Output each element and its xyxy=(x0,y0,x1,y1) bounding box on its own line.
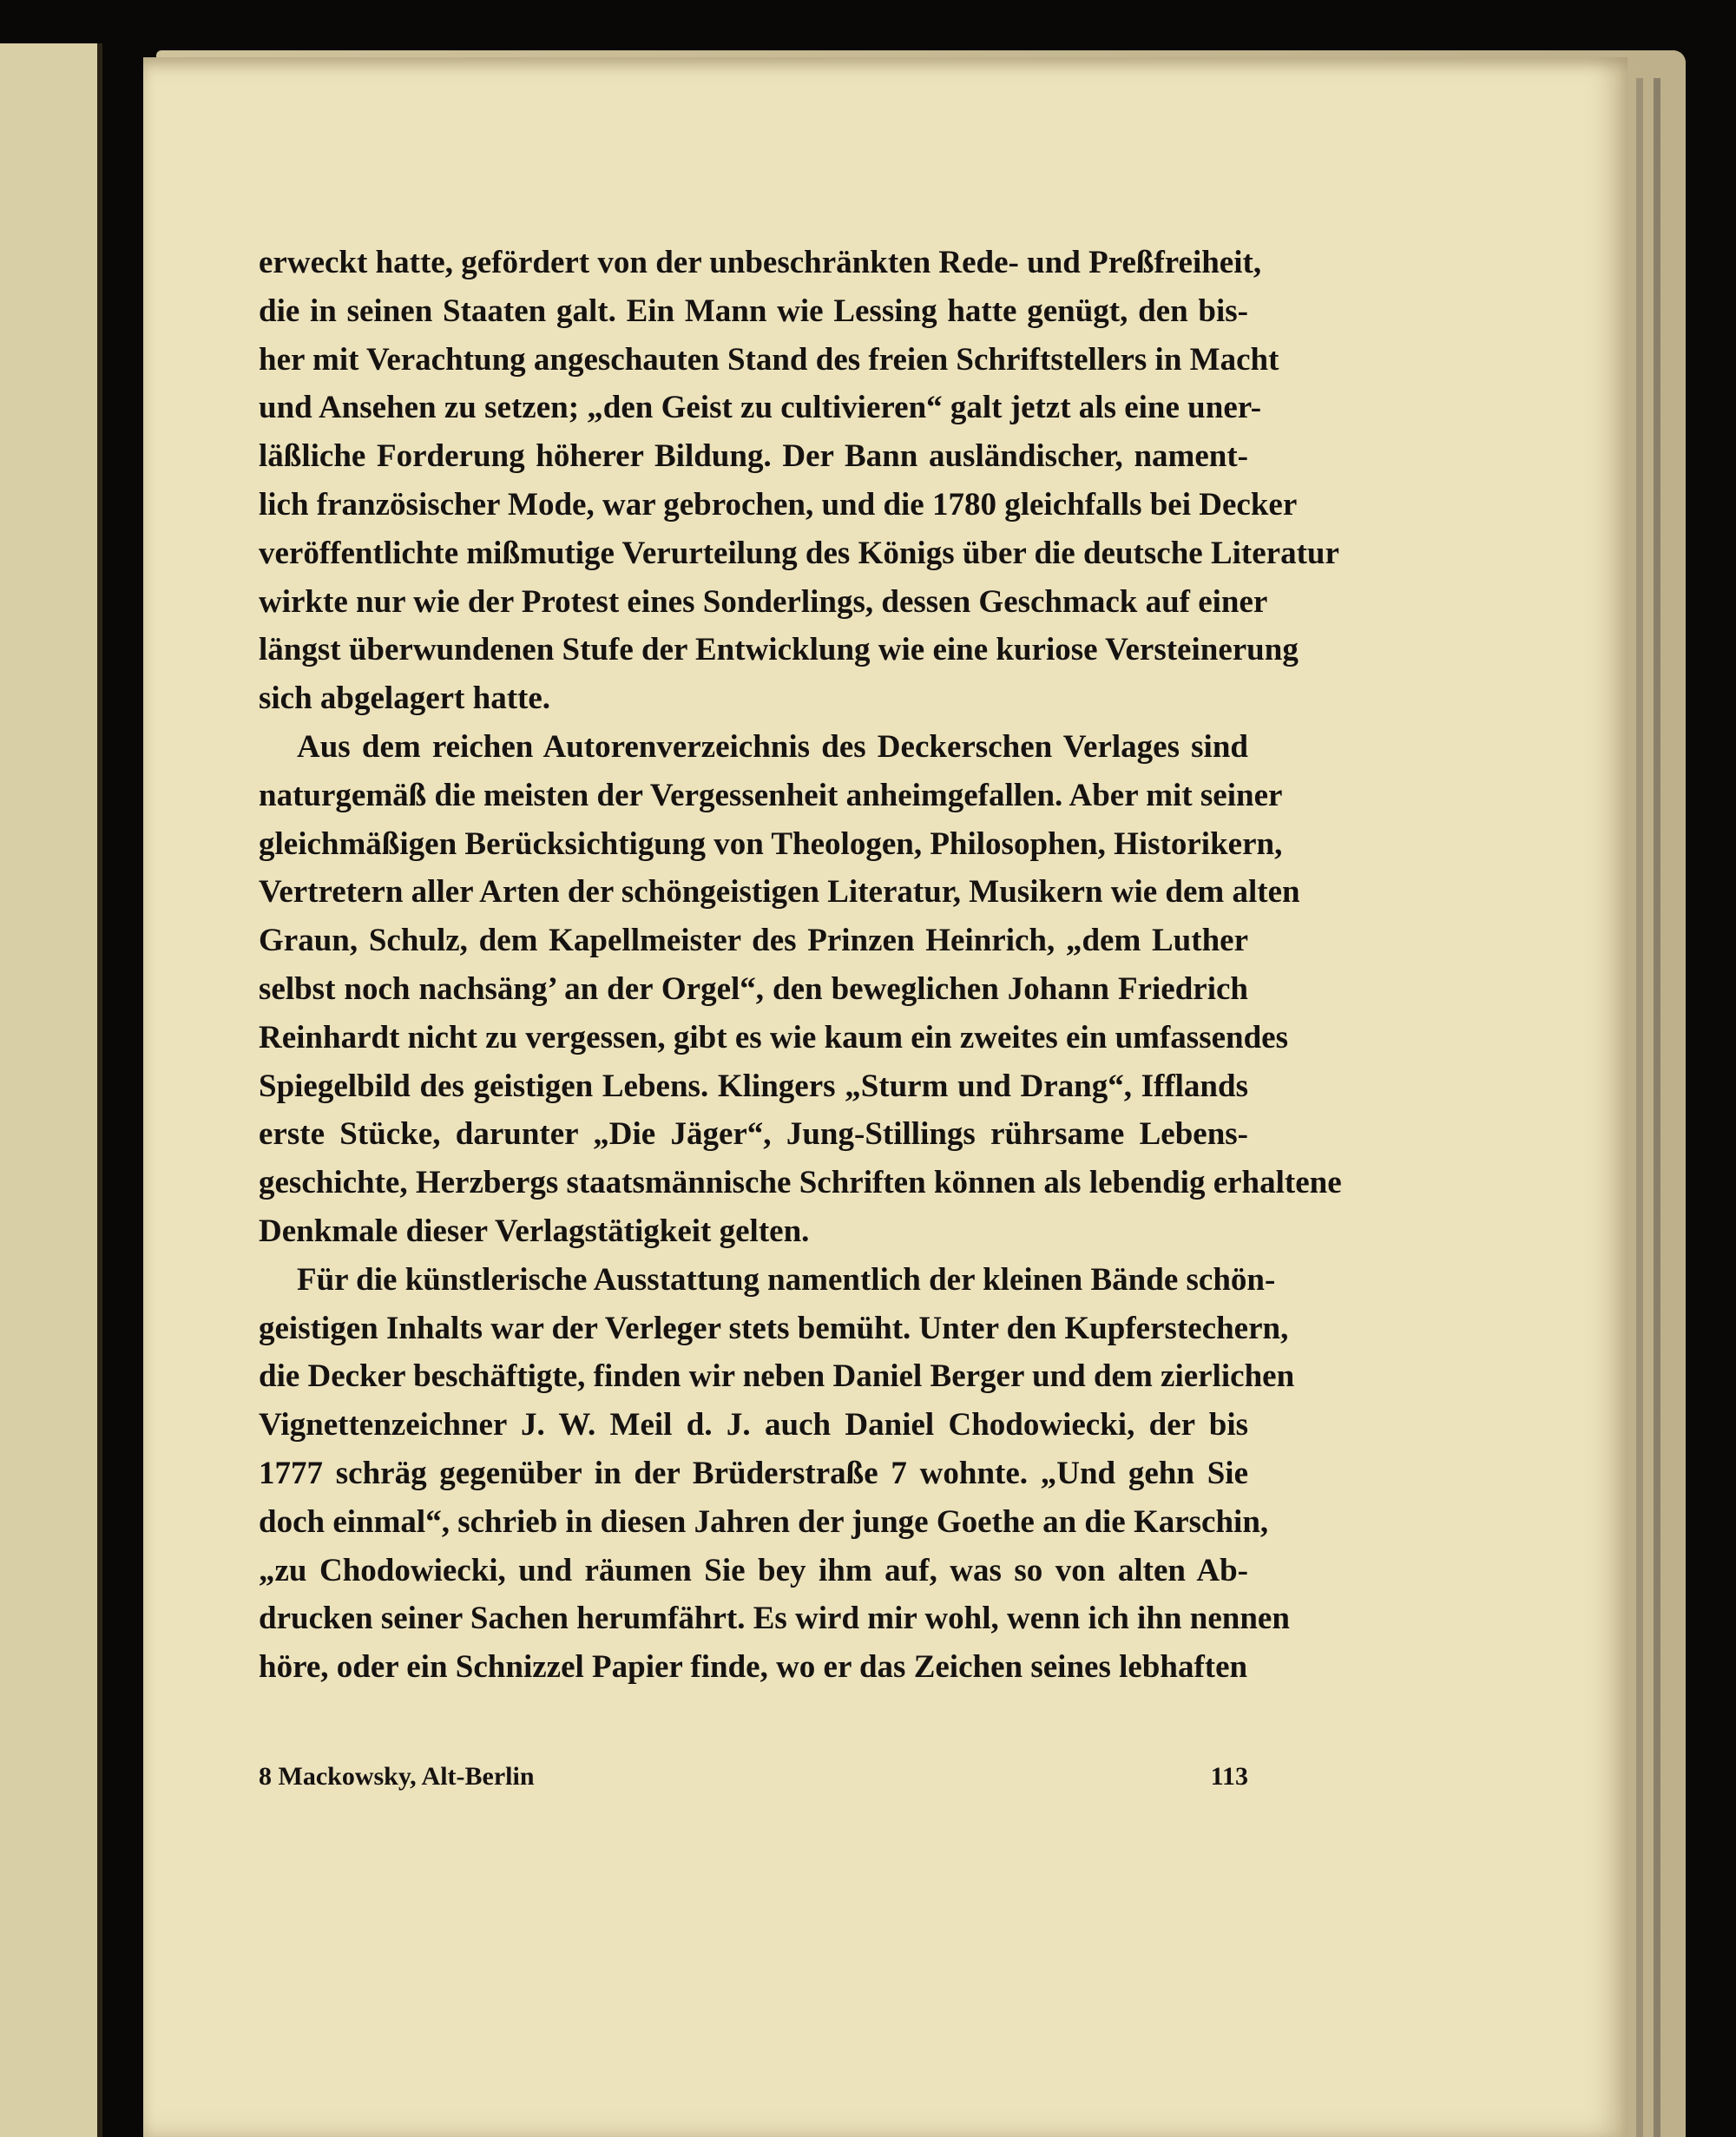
text-line: veröffentlichte mißmutige Verurteilung des Königs über die deutsche Literatur xyxy=(259,535,1339,571)
text-line: Reinhardt nicht zu vergessen, gibt es wie kaum ein zweites ein umfassendes xyxy=(259,1019,1289,1055)
text-line: Spiegelbild des geistigen Lebens. Klingers „Sturm und Drang“, Ifflands xyxy=(259,1068,1248,1104)
text-line: geschichte, Herzbergs staatsmännische Schriften können als lebendig erhaltene xyxy=(259,1165,1342,1201)
text-line: doch einmal“, schrieb in diesen Jahren der junge Goethe an die Karschin, xyxy=(259,1503,1269,1540)
text-line: läßliche Forderung höherer Bildung. Der Bann ausländischer, nament- xyxy=(259,438,1248,475)
text-line: Aus dem reichen Autorenverzeichnis des Deckerschen Verlages sind xyxy=(297,728,1248,765)
text-line: Vertretern aller Arten der schöngeistigen Literatur, Musikern wie dem alten xyxy=(259,874,1300,911)
text-line: geistigen Inhalts war der Verleger stets bemüht. Unter den Kupferstechern, xyxy=(259,1310,1289,1346)
text-line: längst überwundenen Stufe der Entwicklung wie eine kuriose Versteinerung xyxy=(259,632,1299,668)
left-page-edge xyxy=(0,43,102,2137)
text-line: Graun, Schulz, dem Kapellmeister des Prinzen Heinrich, „dem Luther xyxy=(259,923,1248,959)
text-line: höre, oder ein Schnizzel Papier finde, wo er das Zeichen seines lebhaften xyxy=(259,1649,1248,1686)
text-line: die Decker beschäftigte, finden wir neben Daniel Berger und dem zierlichen xyxy=(259,1358,1295,1395)
text-line: erste Stücke, darunter „Die Jäger“, Jung-Stillings rührsame Lebens- xyxy=(259,1116,1248,1153)
text-line: her mit Verachtung angeschauten Stand des freien Schriftstellers in Macht xyxy=(259,341,1279,378)
text-line: Vignettenzeichner J. W. Meil d. J. auch Daniel Chodowiecki, der bis xyxy=(259,1407,1248,1443)
text-line: drucken seiner Sachen herumfährt. Es wird mir wohl, wenn ich ihn nennen xyxy=(259,1601,1290,1637)
text-line: gleichmäßigen Berücksichtigung von Theologen, Philosophen, Historikern, xyxy=(259,825,1283,862)
text-line: erweckt hatte, gefördert von der unbeschränkten Rede- und Preßfreiheit, xyxy=(259,245,1262,280)
text-line: Für die künstlerische Ausstattung namentlich der kleinen Bände schön- xyxy=(297,1261,1276,1298)
text-line: Denkmale dieser Verlagstätigkeit gelten. xyxy=(259,1213,810,1249)
page-number: 113 xyxy=(1210,1762,1248,1791)
page-footer xyxy=(259,1762,1248,1792)
body-text xyxy=(259,239,1342,1692)
text-line: wirkte nur wie der Protest eines Sonderlings, dessen Geschmack auf einer xyxy=(259,583,1268,620)
signature-mark: 8 Mackowsky, Alt-Berlin xyxy=(259,1762,535,1791)
page-edge xyxy=(1636,78,1643,2137)
text-line: naturgemäß die meisten der Vergessenheit anheimgefallen. Aber mit seiner xyxy=(259,777,1283,813)
text-line: sich abgelagert hatte. xyxy=(259,681,551,717)
text-line: „zu Chodowiecki, und räumen Sie bey ihm auf, was so von alten Ab- xyxy=(259,1552,1248,1588)
text-line: und Ansehen zu setzen; „den Geist zu cultivieren“ galt jetzt als eine uner- xyxy=(259,390,1262,426)
text-line: lich französischer Mode, war gebrochen, und die 1780 gleichfalls bei Decker xyxy=(259,486,1298,523)
text-line: selbst noch nachsäng’ an der Orgel“, den beweglichen Johann Friedrich xyxy=(259,970,1248,1007)
text-line: 1777 schräg gegenüber in der Brüderstraße 7 wohnte. „Und gehn Sie xyxy=(259,1455,1248,1491)
text-line: die in seinen Staaten galt. Ein Mann wie Lessing hatte genügt, den bis- xyxy=(259,293,1248,329)
page-edge xyxy=(1654,78,1660,2137)
